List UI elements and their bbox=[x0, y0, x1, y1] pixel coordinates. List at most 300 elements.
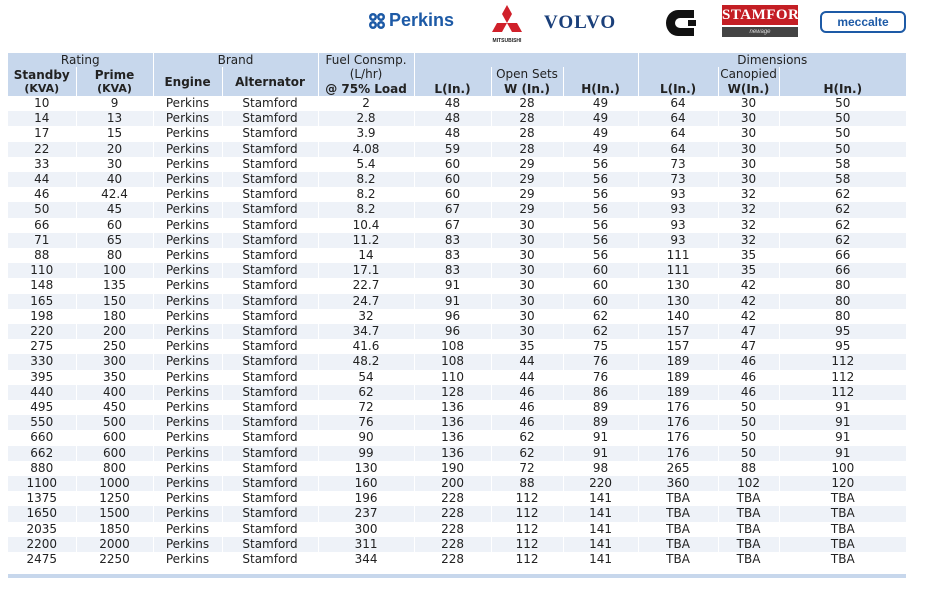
open-height-header: H(In.) bbox=[563, 81, 638, 96]
table-body bbox=[8, 96, 906, 567]
cell-canopied-height: 80 bbox=[779, 294, 906, 309]
table-row bbox=[8, 552, 906, 567]
cell-open-length: 67 bbox=[414, 202, 491, 217]
three-diamonds-icon bbox=[485, 4, 529, 38]
cell-prime-kva: 350 bbox=[76, 370, 153, 385]
cell-canopied-length: 360 bbox=[638, 476, 718, 491]
cell-open-height: 141 bbox=[563, 491, 638, 506]
table-row bbox=[8, 278, 906, 293]
cell-fuel-consumption: 196 bbox=[318, 491, 414, 506]
cell-engine: Perkins bbox=[153, 522, 222, 537]
standby-header: Standby (KVA) bbox=[8, 67, 76, 96]
mitsubishi-wordmark: MITSUBISHI bbox=[492, 38, 522, 44]
cell-canopied-width: 88 bbox=[718, 461, 779, 476]
cell-canopied-length: 64 bbox=[638, 111, 718, 126]
cell-canopied-length: 64 bbox=[638, 96, 718, 111]
cell-open-length: 136 bbox=[414, 415, 491, 430]
engine-header: Engine bbox=[153, 67, 222, 96]
cell-open-width: 62 bbox=[491, 446, 563, 461]
table-row bbox=[8, 187, 906, 202]
cell-engine: Perkins bbox=[153, 111, 222, 126]
cell-alternator: Stamford bbox=[222, 430, 318, 445]
cell-open-height: 49 bbox=[563, 111, 638, 126]
cell-open-length: 96 bbox=[414, 309, 491, 324]
cell-standby-kva: 10 bbox=[8, 96, 76, 111]
cell-open-length: 110 bbox=[414, 370, 491, 385]
cell-open-height: 60 bbox=[563, 278, 638, 293]
cell-open-length: 60 bbox=[414, 187, 491, 202]
cell-open-height: 75 bbox=[563, 339, 638, 354]
cell-standby-kva: 148 bbox=[8, 278, 76, 293]
cell-prime-kva: 200 bbox=[76, 324, 153, 339]
cell-prime-kva: 150 bbox=[76, 294, 153, 309]
cell-fuel-consumption: 11.2 bbox=[318, 233, 414, 248]
cell-open-length: 83 bbox=[414, 233, 491, 248]
cell-fuel-consumption: 2.8 bbox=[318, 111, 414, 126]
cell-alternator: Stamford bbox=[222, 233, 318, 248]
cell-canopied-width: TBA bbox=[718, 506, 779, 521]
cell-open-width: 28 bbox=[491, 96, 563, 111]
cell-canopied-length: 176 bbox=[638, 415, 718, 430]
cell-alternator: Stamford bbox=[222, 476, 318, 491]
cell-canopied-height: 50 bbox=[779, 126, 906, 141]
cell-prime-kva: 300 bbox=[76, 354, 153, 369]
cell-engine: Perkins bbox=[153, 172, 222, 187]
cell-canopied-height: TBA bbox=[779, 552, 906, 567]
cell-open-height: 86 bbox=[563, 385, 638, 400]
cell-canopied-height: 91 bbox=[779, 400, 906, 415]
cell-engine: Perkins bbox=[153, 370, 222, 385]
cell-canopied-height: 91 bbox=[779, 430, 906, 445]
cell-alternator: Stamford bbox=[222, 157, 318, 172]
stamford-tagline: newage bbox=[722, 27, 798, 37]
cell-open-length: 228 bbox=[414, 552, 491, 567]
cell-canopied-height: 95 bbox=[779, 324, 906, 339]
cell-open-height: 60 bbox=[563, 294, 638, 309]
cell-fuel-consumption: 8.2 bbox=[318, 172, 414, 187]
cell-canopied-width: 50 bbox=[718, 400, 779, 415]
cell-open-length: 200 bbox=[414, 476, 491, 491]
meccalte-logo: meccalte bbox=[820, 11, 906, 33]
cell-canopied-height: 62 bbox=[779, 187, 906, 202]
cell-fuel-consumption: 24.7 bbox=[318, 294, 414, 309]
cell-canopied-length: TBA bbox=[638, 522, 718, 537]
cell-canopied-height: 80 bbox=[779, 309, 906, 324]
can-l-spacer bbox=[638, 67, 718, 81]
cell-prime-kva: 450 bbox=[76, 400, 153, 415]
cell-engine: Perkins bbox=[153, 354, 222, 369]
cell-prime-kva: 30 bbox=[76, 157, 153, 172]
cell-open-height: 56 bbox=[563, 218, 638, 233]
cell-prime-kva: 180 bbox=[76, 309, 153, 324]
cell-fuel-consumption: 4.08 bbox=[318, 142, 414, 157]
cell-alternator: Stamford bbox=[222, 142, 318, 157]
cell-canopied-height: TBA bbox=[779, 506, 906, 521]
cell-prime-kva: 15 bbox=[76, 126, 153, 141]
cell-open-width: 112 bbox=[491, 522, 563, 537]
stamford-wordmark: STAMFORD bbox=[722, 7, 811, 23]
cell-canopied-width: 30 bbox=[718, 142, 779, 157]
cell-prime-kva: 45 bbox=[76, 202, 153, 217]
cell-canopied-width: TBA bbox=[718, 522, 779, 537]
cell-open-length: 91 bbox=[414, 294, 491, 309]
cell-engine: Perkins bbox=[153, 339, 222, 354]
cell-canopied-length: TBA bbox=[638, 537, 718, 552]
cell-engine: Perkins bbox=[153, 476, 222, 491]
cell-canopied-length: 64 bbox=[638, 142, 718, 157]
cell-standby-kva: 110 bbox=[8, 263, 76, 278]
cell-standby-kva: 550 bbox=[8, 415, 76, 430]
cell-canopied-width: 50 bbox=[718, 446, 779, 461]
cell-canopied-length: 73 bbox=[638, 157, 718, 172]
stamford-logo bbox=[722, 5, 811, 39]
cell-open-length: 83 bbox=[414, 263, 491, 278]
table-row bbox=[8, 248, 906, 263]
fuel-header-line3: @ 75% Load bbox=[318, 81, 414, 96]
cell-open-length: 60 bbox=[414, 172, 491, 187]
cell-canopied-width: 46 bbox=[718, 385, 779, 400]
cell-canopied-height: 100 bbox=[779, 461, 906, 476]
cell-open-height: 56 bbox=[563, 248, 638, 263]
cell-open-length: 136 bbox=[414, 446, 491, 461]
cell-standby-kva: 2200 bbox=[8, 537, 76, 552]
cell-fuel-consumption: 41.6 bbox=[318, 339, 414, 354]
cell-open-height: 141 bbox=[563, 506, 638, 521]
cell-open-length: 128 bbox=[414, 385, 491, 400]
cell-engine: Perkins bbox=[153, 294, 222, 309]
cell-alternator: Stamford bbox=[222, 172, 318, 187]
cell-engine: Perkins bbox=[153, 187, 222, 202]
cell-prime-kva: 9 bbox=[76, 96, 153, 111]
cell-canopied-length: 189 bbox=[638, 385, 718, 400]
cell-fuel-consumption: 8.2 bbox=[318, 187, 414, 202]
cell-alternator: Stamford bbox=[222, 278, 318, 293]
cell-open-width: 29 bbox=[491, 157, 563, 172]
cell-prime-kva: 135 bbox=[76, 278, 153, 293]
cummins-logo bbox=[664, 6, 702, 40]
cell-engine: Perkins bbox=[153, 537, 222, 552]
cell-standby-kva: 330 bbox=[8, 354, 76, 369]
cell-engine: Perkins bbox=[153, 202, 222, 217]
cell-canopied-width: 30 bbox=[718, 157, 779, 172]
cell-prime-kva: 600 bbox=[76, 446, 153, 461]
cell-open-height: 56 bbox=[563, 187, 638, 202]
cell-open-width: 29 bbox=[491, 202, 563, 217]
perkins-wordmark: Perkins bbox=[389, 10, 455, 30]
cell-alternator: Stamford bbox=[222, 552, 318, 567]
cell-open-height: 56 bbox=[563, 157, 638, 172]
cell-canopied-width: 50 bbox=[718, 415, 779, 430]
cell-open-length: 48 bbox=[414, 111, 491, 126]
alternator-header: Alternator bbox=[222, 67, 318, 96]
cell-prime-kva: 800 bbox=[76, 461, 153, 476]
cell-standby-kva: 2035 bbox=[8, 522, 76, 537]
cell-canopied-width: 42 bbox=[718, 309, 779, 324]
cell-engine: Perkins bbox=[153, 415, 222, 430]
cell-alternator: Stamford bbox=[222, 339, 318, 354]
cell-open-length: 108 bbox=[414, 339, 491, 354]
cell-open-width: 29 bbox=[491, 172, 563, 187]
cell-open-width: 44 bbox=[491, 354, 563, 369]
cell-standby-kva: 17 bbox=[8, 126, 76, 141]
cell-open-height: 141 bbox=[563, 537, 638, 552]
cell-canopied-width: 30 bbox=[718, 126, 779, 141]
cell-open-length: 136 bbox=[414, 430, 491, 445]
cell-canopied-height: 62 bbox=[779, 218, 906, 233]
table-row bbox=[8, 385, 906, 400]
cell-alternator: Stamford bbox=[222, 96, 318, 111]
table-row bbox=[8, 370, 906, 385]
cell-open-length: 48 bbox=[414, 126, 491, 141]
cell-engine: Perkins bbox=[153, 552, 222, 567]
cell-canopied-height: TBA bbox=[779, 522, 906, 537]
cell-open-length: 48 bbox=[414, 96, 491, 111]
cell-alternator: Stamford bbox=[222, 218, 318, 233]
cell-open-width: 28 bbox=[491, 126, 563, 141]
cell-canopied-width: 47 bbox=[718, 339, 779, 354]
cell-engine: Perkins bbox=[153, 233, 222, 248]
cell-canopied-length: 93 bbox=[638, 218, 718, 233]
cell-open-width: 112 bbox=[491, 552, 563, 567]
table-bottom-bar bbox=[8, 574, 906, 578]
cell-open-width: 72 bbox=[491, 461, 563, 476]
cell-open-length: 59 bbox=[414, 142, 491, 157]
cell-alternator: Stamford bbox=[222, 248, 318, 263]
cell-prime-kva: 1500 bbox=[76, 506, 153, 521]
prime-header: Prime (KVA) bbox=[76, 67, 153, 96]
table-row bbox=[8, 476, 906, 491]
cell-prime-kva: 400 bbox=[76, 385, 153, 400]
cell-open-width: 30 bbox=[491, 218, 563, 233]
cell-alternator: Stamford bbox=[222, 324, 318, 339]
cell-open-width: 62 bbox=[491, 430, 563, 445]
cell-standby-kva: 71 bbox=[8, 233, 76, 248]
cell-canopied-length: 176 bbox=[638, 400, 718, 415]
cell-alternator: Stamford bbox=[222, 385, 318, 400]
open-l-spacer bbox=[414, 67, 491, 81]
canopied-header: Canopied bbox=[718, 67, 779, 81]
cell-open-width: 29 bbox=[491, 187, 563, 202]
cell-standby-kva: 44 bbox=[8, 172, 76, 187]
cell-canopied-width: 46 bbox=[718, 370, 779, 385]
dimensions-group-header: Dimensions bbox=[638, 53, 906, 67]
cell-canopied-height: 62 bbox=[779, 202, 906, 217]
cell-open-height: 141 bbox=[563, 522, 638, 537]
cell-open-width: 30 bbox=[491, 278, 563, 293]
cell-standby-kva: 880 bbox=[8, 461, 76, 476]
cell-canopied-length: 189 bbox=[638, 370, 718, 385]
cell-engine: Perkins bbox=[153, 263, 222, 278]
cell-open-width: 30 bbox=[491, 309, 563, 324]
cell-prime-kva: 2000 bbox=[76, 537, 153, 552]
table-row bbox=[8, 491, 906, 506]
cell-standby-kva: 14 bbox=[8, 111, 76, 126]
cell-engine: Perkins bbox=[153, 491, 222, 506]
cell-standby-kva: 88 bbox=[8, 248, 76, 263]
volvo-logo: VOLVO bbox=[544, 12, 617, 33]
cell-canopied-width: 50 bbox=[718, 430, 779, 445]
table-row bbox=[8, 218, 906, 233]
cell-open-length: 228 bbox=[414, 491, 491, 506]
table-row bbox=[8, 309, 906, 324]
cell-canopied-width: 30 bbox=[718, 172, 779, 187]
cell-canopied-height: 50 bbox=[779, 142, 906, 157]
cell-standby-kva: 1375 bbox=[8, 491, 76, 506]
cell-open-height: 49 bbox=[563, 126, 638, 141]
cell-standby-kva: 495 bbox=[8, 400, 76, 415]
cell-canopied-length: 157 bbox=[638, 324, 718, 339]
cell-engine: Perkins bbox=[153, 278, 222, 293]
cell-open-length: 96 bbox=[414, 324, 491, 339]
table-row bbox=[8, 339, 906, 354]
cell-open-height: 56 bbox=[563, 172, 638, 187]
cell-alternator: Stamford bbox=[222, 111, 318, 126]
cell-open-height: 76 bbox=[563, 354, 638, 369]
cell-prime-kva: 250 bbox=[76, 339, 153, 354]
cell-open-height: 49 bbox=[563, 96, 638, 111]
cell-fuel-consumption: 48.2 bbox=[318, 354, 414, 369]
cell-fuel-consumption: 14 bbox=[318, 248, 414, 263]
cell-fuel-consumption: 72 bbox=[318, 400, 414, 415]
table-row bbox=[8, 142, 906, 157]
mitsubishi-logo bbox=[485, 4, 529, 46]
table-row bbox=[8, 172, 906, 187]
cell-open-length: 228 bbox=[414, 537, 491, 552]
cell-fuel-consumption: 99 bbox=[318, 446, 414, 461]
cell-standby-kva: 198 bbox=[8, 309, 76, 324]
cell-engine: Perkins bbox=[153, 126, 222, 141]
cell-prime-kva: 1250 bbox=[76, 491, 153, 506]
cell-prime-kva: 20 bbox=[76, 142, 153, 157]
cell-canopied-length: 111 bbox=[638, 248, 718, 263]
cell-canopied-height: TBA bbox=[779, 537, 906, 552]
cell-open-width: 30 bbox=[491, 233, 563, 248]
cell-engine: Perkins bbox=[153, 309, 222, 324]
cell-standby-kva: 2475 bbox=[8, 552, 76, 567]
cell-prime-kva: 2250 bbox=[76, 552, 153, 567]
cell-standby-kva: 165 bbox=[8, 294, 76, 309]
table-row bbox=[8, 506, 906, 521]
cell-standby-kva: 662 bbox=[8, 446, 76, 461]
cell-alternator: Stamford bbox=[222, 506, 318, 521]
cell-canopied-length: 265 bbox=[638, 461, 718, 476]
cell-alternator: Stamford bbox=[222, 187, 318, 202]
cell-canopied-width: 46 bbox=[718, 354, 779, 369]
cell-canopied-length: 189 bbox=[638, 354, 718, 369]
cell-open-length: 228 bbox=[414, 522, 491, 537]
cell-alternator: Stamford bbox=[222, 202, 318, 217]
brand-logos bbox=[0, 0, 939, 50]
table-row bbox=[8, 111, 906, 126]
can-h-spacer bbox=[779, 67, 906, 81]
cell-open-width: 44 bbox=[491, 370, 563, 385]
cell-fuel-consumption: 3.9 bbox=[318, 126, 414, 141]
open-sets-header: Open Sets bbox=[491, 67, 563, 81]
cell-standby-kva: 33 bbox=[8, 157, 76, 172]
cell-open-height: 62 bbox=[563, 309, 638, 324]
canopied-height-header: H(In.) bbox=[779, 81, 906, 96]
table-row bbox=[8, 415, 906, 430]
cell-open-height: 56 bbox=[563, 233, 638, 248]
cell-fuel-consumption: 2 bbox=[318, 96, 414, 111]
cell-prime-kva: 80 bbox=[76, 248, 153, 263]
cell-standby-kva: 440 bbox=[8, 385, 76, 400]
cell-alternator: Stamford bbox=[222, 537, 318, 552]
cell-canopied-width: 47 bbox=[718, 324, 779, 339]
fuel-header-line2: (L/hr) bbox=[318, 67, 414, 81]
cell-canopied-width: 42 bbox=[718, 278, 779, 293]
cell-canopied-length: 73 bbox=[638, 172, 718, 187]
cell-canopied-height: 112 bbox=[779, 354, 906, 369]
cell-canopied-height: 66 bbox=[779, 248, 906, 263]
cell-open-length: 67 bbox=[414, 218, 491, 233]
cell-prime-kva: 42.4 bbox=[76, 187, 153, 202]
cell-open-height: 49 bbox=[563, 142, 638, 157]
table-row bbox=[8, 96, 906, 111]
cell-alternator: Stamford bbox=[222, 446, 318, 461]
cell-open-height: 89 bbox=[563, 400, 638, 415]
cell-open-length: 108 bbox=[414, 354, 491, 369]
cell-alternator: Stamford bbox=[222, 400, 318, 415]
cell-standby-kva: 275 bbox=[8, 339, 76, 354]
cell-canopied-height: 120 bbox=[779, 476, 906, 491]
cell-open-height: 141 bbox=[563, 552, 638, 567]
cell-fuel-consumption: 237 bbox=[318, 506, 414, 521]
cell-prime-kva: 1850 bbox=[76, 522, 153, 537]
cell-fuel-consumption: 76 bbox=[318, 415, 414, 430]
cell-canopied-length: TBA bbox=[638, 552, 718, 567]
brand-group-header: Brand bbox=[153, 53, 318, 67]
cell-fuel-consumption: 8.2 bbox=[318, 202, 414, 217]
cell-canopied-height: 50 bbox=[779, 96, 906, 111]
cell-open-width: 112 bbox=[491, 506, 563, 521]
cell-open-length: 60 bbox=[414, 157, 491, 172]
cell-canopied-length: 176 bbox=[638, 430, 718, 445]
cell-open-length: 136 bbox=[414, 400, 491, 415]
cell-open-height: 76 bbox=[563, 370, 638, 385]
cell-open-width: 28 bbox=[491, 111, 563, 126]
cell-open-length: 228 bbox=[414, 506, 491, 521]
cell-engine: Perkins bbox=[153, 461, 222, 476]
cell-engine: Perkins bbox=[153, 218, 222, 233]
table-row bbox=[8, 324, 906, 339]
table-row bbox=[8, 522, 906, 537]
cell-canopied-width: 102 bbox=[718, 476, 779, 491]
cell-engine: Perkins bbox=[153, 400, 222, 415]
cell-engine: Perkins bbox=[153, 96, 222, 111]
cell-canopied-width: 35 bbox=[718, 248, 779, 263]
cell-canopied-length: TBA bbox=[638, 491, 718, 506]
cell-canopied-height: 50 bbox=[779, 111, 906, 126]
generator-spec-table bbox=[8, 53, 906, 567]
cell-fuel-consumption: 32 bbox=[318, 309, 414, 324]
cell-open-width: 46 bbox=[491, 415, 563, 430]
cell-open-height: 91 bbox=[563, 430, 638, 445]
cell-fuel-consumption: 311 bbox=[318, 537, 414, 552]
spacer-header bbox=[414, 53, 638, 67]
perkins-emblem-icon bbox=[368, 12, 386, 30]
cummins-c-icon bbox=[664, 6, 702, 40]
cell-alternator: Stamford bbox=[222, 370, 318, 385]
cell-canopied-length: 93 bbox=[638, 187, 718, 202]
cell-fuel-consumption: 90 bbox=[318, 430, 414, 445]
cell-fuel-consumption: 160 bbox=[318, 476, 414, 491]
cell-canopied-length: 64 bbox=[638, 126, 718, 141]
cell-engine: Perkins bbox=[153, 385, 222, 400]
table-row bbox=[8, 202, 906, 217]
cell-canopied-height: TBA bbox=[779, 491, 906, 506]
table-row bbox=[8, 263, 906, 278]
